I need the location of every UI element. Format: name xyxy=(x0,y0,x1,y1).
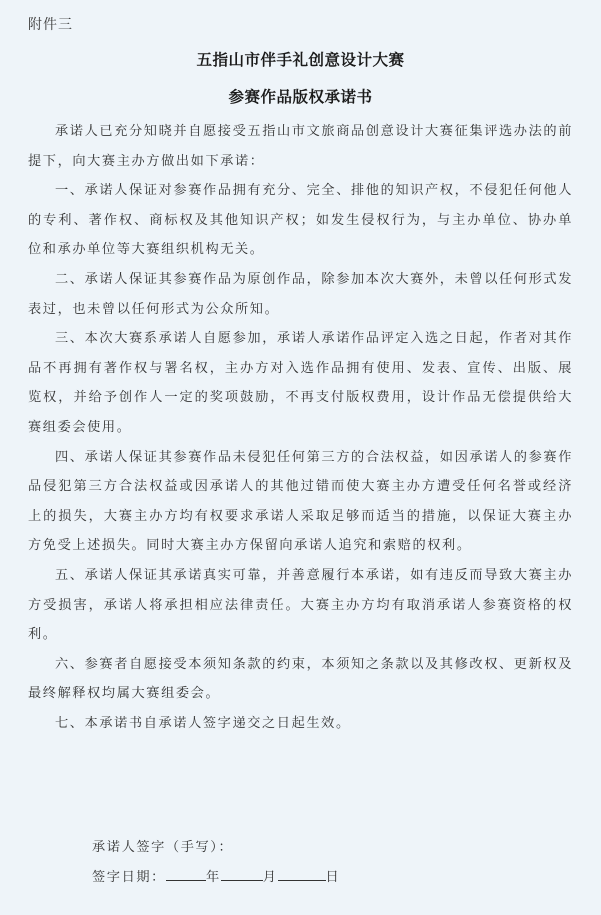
clause-1: 一、承诺人保证对参赛作品拥有充分、完全、排他的知识产权，不侵犯任何他人的专利、著作权、商标权及其他知识产权；如发生侵权行为，与主办单位、协办单位和承办单位等大赛组织机构无关。 xyxy=(28,183,573,258)
signature-date-line xyxy=(92,866,340,885)
day-blank xyxy=(278,867,326,881)
clause-2: 二、承诺人保证其参赛作品为原创作品，除参加本次大赛外，未曾以任何形式发表过，也未曾以任何形式为公众所知。 xyxy=(28,271,573,317)
year-blank xyxy=(166,867,206,881)
year-label: 年 xyxy=(205,870,221,885)
clause-5: 五、承诺人保证其承诺真实可靠，并善意履行本承诺，如有违反而导致大赛主办方受损害，承诺人将承担相应法律责任。大赛主办方均有取消承诺人参赛资格的权利。 xyxy=(28,567,573,643)
clause-4: 四、承诺人保证其参赛作品未侵犯任何第三方的合法权益，如因承诺人的参赛作品侵犯第三方合法权益或因承诺人的其他过错而使大赛主办方遭受任何名誉或经济上的损失，大赛主办方均有权要求承诺人采取足够而适当的措施，以保证大赛主办方免受上述损失。同时大赛主办方保留向承诺人追究和索赔的权利。 xyxy=(28,449,573,554)
date-label: 签字日期： xyxy=(92,870,166,885)
month-blank xyxy=(221,867,263,881)
document-subtitle: 参赛作品版权承诺书 xyxy=(228,88,373,106)
clause-6: 六、参赛者自愿接受本须知条款的约束，本须知之条款以及其修改权、更新权及最终解释权均属大赛组委会。 xyxy=(28,656,573,702)
month-label: 月 xyxy=(262,870,278,885)
attachment-label: 附件三 xyxy=(28,17,73,33)
document-body xyxy=(28,117,573,738)
clause-7: 七、本承诺书自承诺人签字递交之日起生效。 xyxy=(55,715,351,731)
document-title: 五指山市伴手礼创意设计大赛 xyxy=(196,51,405,69)
day-label: 日 xyxy=(325,870,341,885)
signature-label: 承诺人签字（手写）： xyxy=(92,840,234,855)
clause-3: 三、本次大赛系承诺人自愿参加，承诺人承诺作品评定入选之日起，作者对其作品不再拥有著作权与署名权，主办方对入选作品拥有使用、发表、宣传、出版、展览权，并给予创作人一定的奖项鼓励，不再支付版权费用，设计作品无偿提供给大赛组委会使用。 xyxy=(28,331,573,435)
signature-line xyxy=(92,836,233,855)
intro-paragraph: 承诺人已充分知晓并自愿接受五指山市文旅商品创意设计大赛征集评选办法的前提下，向大赛主办方做出如下承诺： xyxy=(28,124,573,169)
